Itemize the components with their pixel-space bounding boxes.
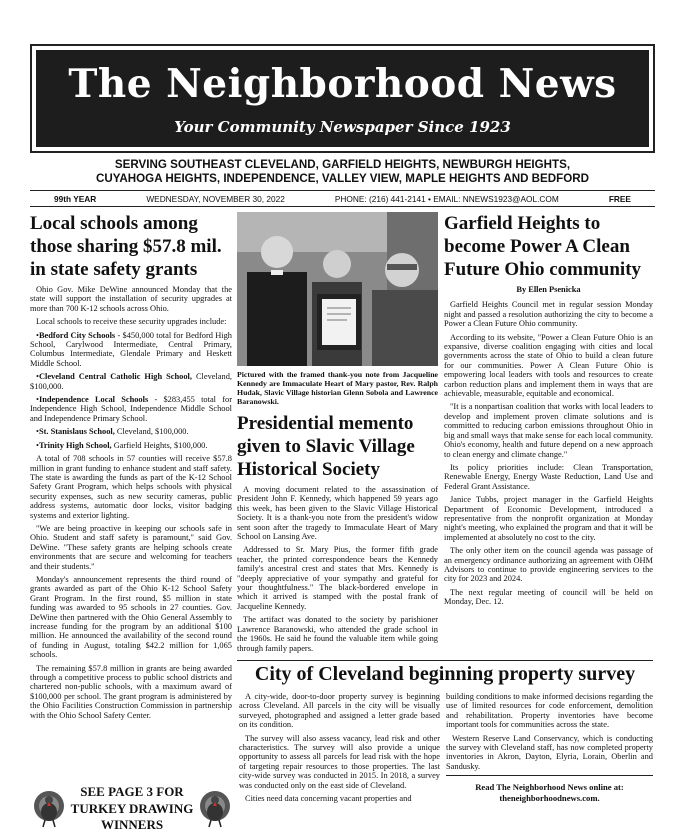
photo-image (237, 212, 438, 366)
paragraph: Its policy priorities include: Clean Transportation, Renewable Energy, Energy Waste Reduction, Land Use and Federal Grant Assistance. (444, 462, 653, 491)
article-school-safety (30, 212, 232, 724)
paragraph: The artifact was donated to the society by parishioner Lawrence Baranowski, who attended the grade school in the 1960s. He said he found the valuable item while going through family papers. (237, 615, 438, 653)
paragraph: "We are being proactive in keeping our schools safe in Ohio. Student and staff safety is paramount," said Gov. DeWine. "These safety grants are helping schools create environments that are secure and welcoming for teachers and their students." (30, 523, 232, 571)
list-item: •St. Stanislaus School, Cleveland, $100,000. (36, 427, 189, 437)
masthead-banner (36, 50, 649, 147)
paragraph: A moving document related to the assassination of President John F. Kennedy, which happened 59 years ago this week, has been given to the Slavic Village Historical Society. It is a thank-you note from the president's widow sent soon after the tragedy to Immaculate Heart of Mary School on Lansing Ave. (237, 485, 438, 542)
issue-year: 99th YEAR (54, 193, 97, 204)
dateline (30, 190, 655, 207)
paragraph: building conditions to make informed decisions regarding the use of limited resources for code enforcement, demolition and rehabilitation. Property inventories have become important tools for communities across the state. (446, 692, 653, 730)
article-cleveland-survey-col-2 (446, 692, 653, 804)
served-areas (30, 158, 655, 186)
turkey-promo[interactable] (30, 780, 232, 840)
list-item: •Independence Local Schools - $283,455 total for Independence High School, Independence Middle School and Independence Primary School. (30, 395, 232, 423)
paragraph: Ohio Gov. Mike DeWine announced Monday that the state will support the installation of security upgrades at more than 700 K-12 schools across Ohio. (30, 285, 232, 313)
paragraph: A total of 708 schools in 57 counties will receive $57.8 million in grant funding to enhance student and staff safety. The state is awarding the funds as part of the K-12 School Safety Grant Program, which helps schools with physical security expenses, such as new security cameras, public address systems, automatic door locks, visitor badging systems and exterior lighting. (30, 454, 232, 520)
school-name: Cleveland Central Catholic High School, (38, 372, 192, 382)
paragraph: Western Reserve Land Conservancy, which is conducting the survey with Cleveland staff, has now completed property inventories in Akron, Dayton, Elyria, Lorain, Oberlin and Sandusky. (446, 733, 653, 771)
school-name: St. Stanislaus School, (38, 427, 115, 437)
school-name: Trinity High School, (38, 440, 112, 450)
website-link[interactable]: theneighborhoodnews.com. (499, 793, 600, 804)
article-presidential-memento (237, 212, 438, 657)
paragraph: Cities need data concerning vacant properties and (245, 794, 412, 804)
served-areas-line-1: SERVING SOUTHEAST CLEVELAND, GARFIELD HEIGHTS, NEWBURGH HEIGHTS, (114, 158, 571, 171)
list-item: •Trinity High School, Garfield Heights, $100,000. (36, 440, 208, 450)
issue-date: WEDNESDAY, NOVEMBER 30, 2022 (146, 193, 285, 204)
paragraph: The survey will also assess vacancy, lead risk and other characteristics. The survey will also provide a unique opportunity to assess all parcels for lead risk with the hope of targeting repair resources to those properties. The last city-wide survey was conducted in 2015. In 2018, a survey was conducted only on the east side of Cleveland. (239, 733, 440, 790)
list-item: •Bedford City Schools - $450,000 total for Bedford High School, Carylwood Intermediate, Central Primary, Columbus Intermediate, Glendale Primary and Heskett Middle School. (30, 330, 232, 368)
list-item: •Cleveland Central Catholic High School, Cleveland, $100,000. (30, 372, 232, 391)
paragraph: Janice Tubbs, project manager in the Garfield Heights Department of Economic Development, introduced a representative from the nonprofit organization at Monday night's meeting, who explained the program and that it will be implemented at absolutely no cost to the city. (444, 495, 653, 542)
turkey-icon (198, 788, 232, 828)
photo-caption: Pictured with the framed thank-you note from Jacqueline Kennedy are Immaculate Heart of Mary pastor, Rev. Ralph Hudak, Slavic Village historian Glenn Sobola and Lawrence Baranowski. (237, 370, 438, 406)
online-notice[interactable] (446, 775, 653, 804)
promo-text: SEE PAGE 3 FOR TURKEY DRAWING WINNERS (70, 784, 194, 832)
paragraph: Monday's announcement represents the third round of grants awarded as part of the Ohio K-12 School Safety Grant Program. In the first round, $5 million in state funding was awarded to 95 schools in 27 counties. Gov. DeWine then partnered with the Ohio General Assembly to increase funding for the program by an additional $100 million. He announced the availability of the second round of funding in August, totaling $42.2 million for 1,065 schools. (30, 574, 232, 660)
paragraph: According to its website, "Power a Clean Future Ohio is an expansive, diverse coalition engaging with cities and local governments across the state of Ohio to build a clean future for our communities. Power A Clean Future Ohio is empowering local leaders with tools and resources to create carbon reduction plans and implement them in ways that are achievable, measurable, equitable and economical. (444, 332, 653, 399)
section-divider (237, 660, 653, 661)
headline-cleveland-survey: City of Cleveland beginning property survey (254, 663, 636, 685)
byline: By Ellen Psenicka (516, 285, 581, 294)
paragraph: Addressed to Sr. Mary Pius, the former fifth grade teacher, the printed correspondence bears the Kennedy family's ancestral crest and states that Mrs. Kennedy is "deeply appreciative of your sympathy and grateful for your thoughtfulness." The black-bordered envelope in which it arrived is stamped with the postal frank of Jacqueline Kennedy. (237, 545, 438, 611)
newspaper-slogan: Your Community Newspaper Since 1923 (174, 118, 511, 136)
contact-info: PHONE: (216) 441-2141 • EMAIL: NNEWS1923@AOL.COM (334, 193, 559, 204)
headline-garfield-heights: Garfield Heights to become Power A Clean Future Ohio community (444, 213, 642, 280)
turkey-icon (32, 788, 66, 828)
headline-school-safety: Local schools among those sharing $57.8 mil. in state safety grants (30, 213, 222, 280)
newspaper-title: The Neighborhood News (68, 61, 617, 107)
paragraph: Garfield Heights Council met in regular session Monday night and passed a resolution authorizing the city to become a Power a Clean Future Ohio community. (444, 300, 653, 329)
paragraph: The next regular meeting of council will be held on Monday, Dec. 12. (444, 587, 653, 607)
article-garfield-heights (444, 212, 653, 611)
paragraph: The remaining $57.8 million in grants are being awarded through a competitive process to public school districts and chartered non-public schools, with a maximum award of $100,000 per school. The grant program is administered by the Ohio Facilities Construction Commission in partnership with the Ohio School Safety Center. (30, 663, 232, 720)
headline-presidential-memento: Presidential memento given to Slavic Village Historical Society (237, 413, 415, 480)
price: FREE (608, 193, 631, 204)
news-photo (237, 212, 438, 366)
school-name: Bedford City Schools (38, 330, 116, 340)
school-name: Independence Local Schools (38, 395, 149, 405)
paragraph: Local schools to receive these security upgrades include: (36, 317, 227, 327)
article-cleveland-survey-col-1 (239, 692, 440, 807)
paragraph: A city-wide, door-to-door property survey is beginning across Cleveland. All parcels in the city will be visually surveyed, photographed and assigned a letter grade based on its condition. (239, 692, 440, 730)
paragraph: The only other item on the council agenda was passage of an emergency ordinance authorizing an agreement with OHM Advisors to continue to provide engineering services to the city for 2023 and 2024. (444, 546, 653, 584)
paragraph: "It is a nonpartisan coalition that works with local leaders to develop and implement proven climate solutions and is committed to reducing carbon emissions throughout Ohio in big and small ways that make sense for each local community. Ohio's economy, health and future depend on a new approach to clean energy and climate change." (444, 402, 654, 459)
served-areas-line-2: CUYAHOGA HEIGHTS, INDEPENDENCE, VALLEY VIEW, MAPLE HEIGHTS AND BEDFORD (96, 172, 589, 185)
online-notice-line-1: Read The Neighborhood News online at: (475, 782, 624, 793)
masthead (30, 44, 655, 153)
